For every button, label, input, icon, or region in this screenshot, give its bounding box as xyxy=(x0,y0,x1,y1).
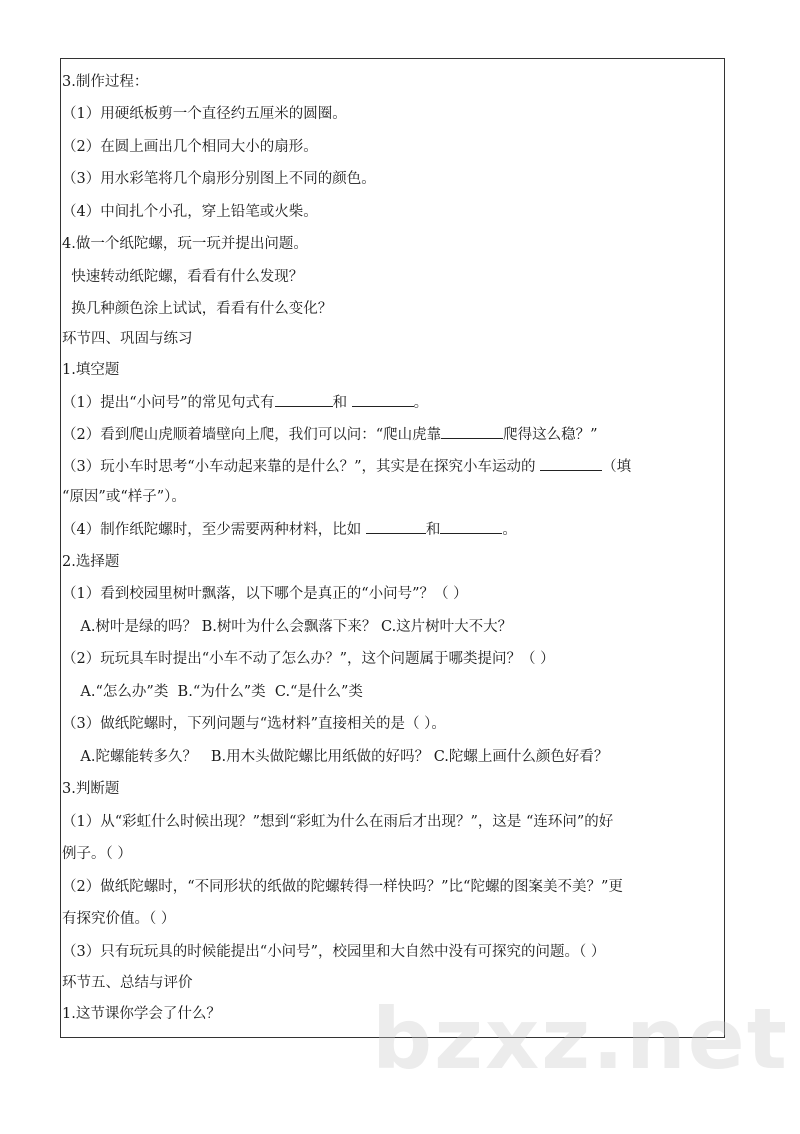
judgment-question: （2）做纸陀螺时，“不同形状的纸做的陀螺转得一样快吗？”比“陀螺的图案美不美？”更 xyxy=(62,879,623,895)
choice-question: （3）做纸陀螺时，下列问题与“选材料”直接相关的是（ ）。 xyxy=(62,716,446,732)
answer-blank[interactable] xyxy=(540,456,602,471)
question-text: 。 xyxy=(413,395,429,411)
text-line: （1）用硬纸板剪一个直径约五厘米的圆圈。 xyxy=(62,106,347,122)
answer-blank[interactable] xyxy=(440,519,502,534)
text-line: 有探究价值。（ ） xyxy=(62,911,176,927)
text-line: 快速转动纸陀螺，看看有什么发现？ xyxy=(62,269,304,285)
fill-in-question xyxy=(62,519,517,540)
question-text: 。 xyxy=(502,522,517,538)
answer-blank[interactable] xyxy=(352,392,414,407)
question-text: （填 xyxy=(602,459,632,475)
section-heading: 环节四、巩固与练习 xyxy=(62,331,193,347)
question-text: （2）看到爬山虎顺着墙壁向上爬，我们可以问：“爬山虎靠 xyxy=(62,427,442,443)
judgment-question: （3）只有玩玩具的时候能提出“小问号”，校园里和大自然中没有可探究的问题。（ ） xyxy=(62,944,606,960)
section-heading: 1.填空题 xyxy=(62,362,120,378)
choice-question: （2）玩玩具车时提出“小车不动了怎么办？”，这个问题属于哪类提问？（ ） xyxy=(62,651,555,667)
section-heading: 3.判断题 xyxy=(62,781,120,797)
text-line: （2）在圆上画出几个相同大小的扇形。 xyxy=(62,139,318,155)
question-text: 和 xyxy=(332,395,352,411)
question-text: （4）制作纸陀螺时，至少需要两种材料，比如 xyxy=(62,522,366,538)
section-heading: 2.选择题 xyxy=(62,554,120,570)
answer-blank[interactable] xyxy=(366,519,426,534)
fill-in-question xyxy=(62,424,598,445)
section-heading: 4.做一个纸陀螺，玩一玩并提出问题。 xyxy=(62,236,308,252)
answer-blank[interactable] xyxy=(441,424,503,439)
judgment-question: （1）从“彩虹什么时候出现？”想到“彩虹为什么在雨后才出现？”，这是 “连环问”的好 xyxy=(62,814,614,830)
text-line: 换几种颜色涂上试试，看看有什么变化？ xyxy=(62,301,333,317)
text-line: （4）中间扎个小孔，穿上铅笔或火柴。 xyxy=(62,204,318,220)
answer-blank[interactable] xyxy=(275,392,333,407)
text-line: 1.这节课你学会了什么？ xyxy=(62,1006,221,1022)
text-line: （3）用水彩笔将几个扇形分别图上不同的颜色。 xyxy=(62,171,376,187)
question-text: 和 xyxy=(425,522,441,538)
choice-question: （1）看到校园里树叶飘落，以下哪个是真正的“小问号”？（ ） xyxy=(62,586,468,602)
question-text: （1）提出“小问号”的常见句式有 xyxy=(62,395,275,411)
choice-options: A.树叶是绿的吗？ B.树叶为什么会飘落下来？ C.这片树叶大不大？ xyxy=(62,619,513,635)
text-line: 例子。（ ） xyxy=(62,846,132,862)
section-heading: 3.制作过程： xyxy=(62,74,149,90)
choice-options: A.“怎么办”类 B.“为什么”类 C.“是什么”类 xyxy=(62,684,363,700)
section-heading: 环节五、总结与评价 xyxy=(62,975,193,991)
watermark-logo: bzxz.net xyxy=(372,990,789,1088)
fill-in-question xyxy=(62,456,631,477)
text-line: “原因”或“样子”）。 xyxy=(62,489,186,505)
question-text: （3）玩小车时思考“小车动起来靠的是什么？”，其实是在探究小车运动的 xyxy=(62,459,541,475)
question-text: 爬得这么稳？” xyxy=(503,427,598,443)
choice-options: A.陀螺能转多久？ B.用木头做陀螺比用纸做的好吗？ C.陀螺上画什么颜色好看？ xyxy=(62,749,609,765)
fill-in-question xyxy=(62,392,428,413)
